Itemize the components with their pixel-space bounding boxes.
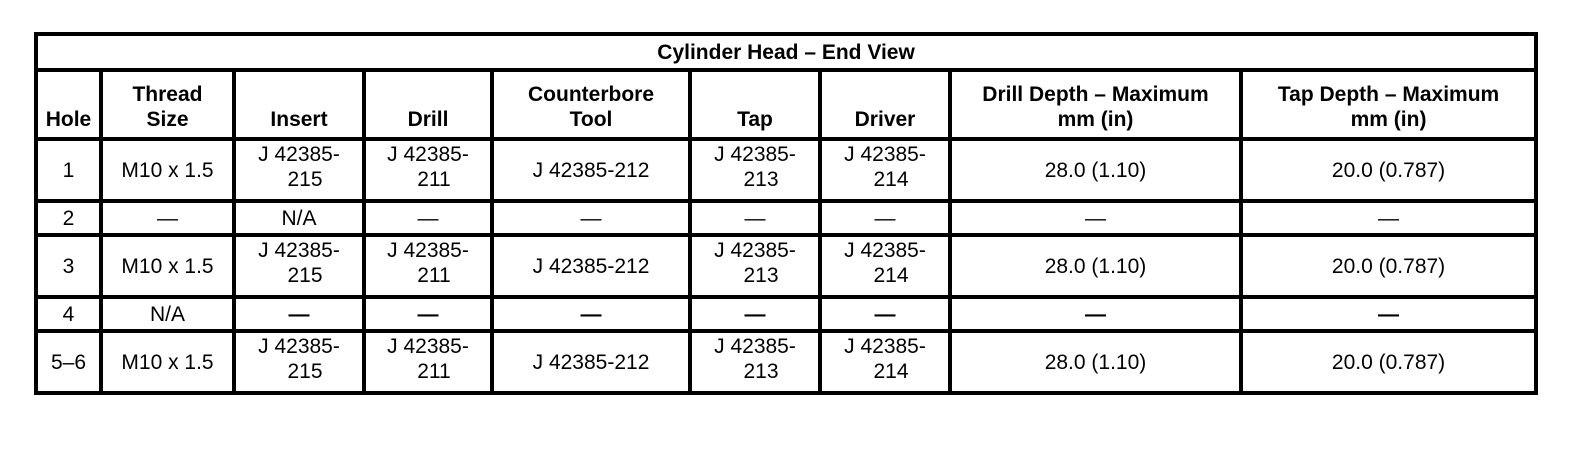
cell-thread-size: M10 x 1.5 xyxy=(101,331,234,393)
cell-counterbore-tool: J 42385-212 xyxy=(492,235,690,297)
cell-tap-depth: — xyxy=(1241,201,1536,235)
cell-thread-size: M10 x 1.5 xyxy=(101,235,234,297)
cell-drill-depth: 28.0 (1.10) xyxy=(950,331,1241,393)
cell-drill-depth: — xyxy=(950,201,1241,235)
cell-hole: 3 xyxy=(36,235,101,297)
table-row xyxy=(36,139,1536,201)
cell-drill-depth: 28.0 (1.10) xyxy=(950,139,1241,201)
cell-tap-depth: 20.0 (0.787) xyxy=(1241,139,1536,201)
cell-tap: — xyxy=(690,201,820,235)
cell-driver: J 42385- 214 xyxy=(820,331,950,393)
header-tap-depth: Tap Depth – Maximum mm (in) xyxy=(1241,70,1536,139)
cell-hole: 5–6 xyxy=(36,331,101,393)
cell-tap-depth: — xyxy=(1241,297,1536,331)
table-row xyxy=(36,201,1536,235)
cell-insert: N/A xyxy=(234,201,364,235)
header-counterbore-tool: Counterbore Tool xyxy=(492,70,690,139)
header-drill-depth: Drill Depth – Maximum mm (in) xyxy=(950,70,1241,139)
cell-counterbore-tool: — xyxy=(492,201,690,235)
cell-drill: — xyxy=(364,297,492,331)
cell-tap: J 42385- 213 xyxy=(690,139,820,201)
cylinder-head-end-view-table xyxy=(34,32,1538,395)
cell-drill-depth: — xyxy=(950,297,1241,331)
cell-driver: J 42385- 214 xyxy=(820,235,950,297)
cell-driver: J 42385- 214 xyxy=(820,139,950,201)
table-row xyxy=(36,297,1536,331)
cell-tap: — xyxy=(690,297,820,331)
cell-insert: J 42385- 215 xyxy=(234,331,364,393)
cell-counterbore-tool: J 42385-212 xyxy=(492,331,690,393)
table-title: Cylinder Head – End View xyxy=(36,34,1536,70)
header-insert: Insert xyxy=(234,70,364,139)
cell-drill: J 42385- 211 xyxy=(364,331,492,393)
cell-tap-depth: 20.0 (0.787) xyxy=(1241,235,1536,297)
header-hole: Hole xyxy=(36,70,101,139)
header-driver: Driver xyxy=(820,70,950,139)
header-thread-size: Thread Size xyxy=(101,70,234,139)
cell-insert: — xyxy=(234,297,364,331)
cell-thread-size: N/A xyxy=(101,297,234,331)
cell-drill: J 42385- 211 xyxy=(364,235,492,297)
cell-tap-depth: 20.0 (0.787) xyxy=(1241,331,1536,393)
header-tap: Tap xyxy=(690,70,820,139)
cell-driver: — xyxy=(820,201,950,235)
cell-drill-depth: 28.0 (1.10) xyxy=(950,235,1241,297)
cell-tap: J 42385- 213 xyxy=(690,235,820,297)
header-drill: Drill xyxy=(364,70,492,139)
table-row xyxy=(36,235,1536,297)
cell-counterbore-tool: — xyxy=(492,297,690,331)
cell-drill: J 42385- 211 xyxy=(364,139,492,201)
cell-tap: J 42385- 213 xyxy=(690,331,820,393)
cell-thread-size: M10 x 1.5 xyxy=(101,139,234,201)
cell-insert: J 42385- 215 xyxy=(234,235,364,297)
cell-drill: — xyxy=(364,201,492,235)
cell-hole: 4 xyxy=(36,297,101,331)
cell-thread-size: — xyxy=(101,201,234,235)
cell-driver: — xyxy=(820,297,950,331)
cell-insert: J 42385- 215 xyxy=(234,139,364,201)
cell-hole: 2 xyxy=(36,201,101,235)
cell-hole: 1 xyxy=(36,139,101,201)
table-row xyxy=(36,331,1536,393)
cell-counterbore-tool: J 42385-212 xyxy=(492,139,690,201)
